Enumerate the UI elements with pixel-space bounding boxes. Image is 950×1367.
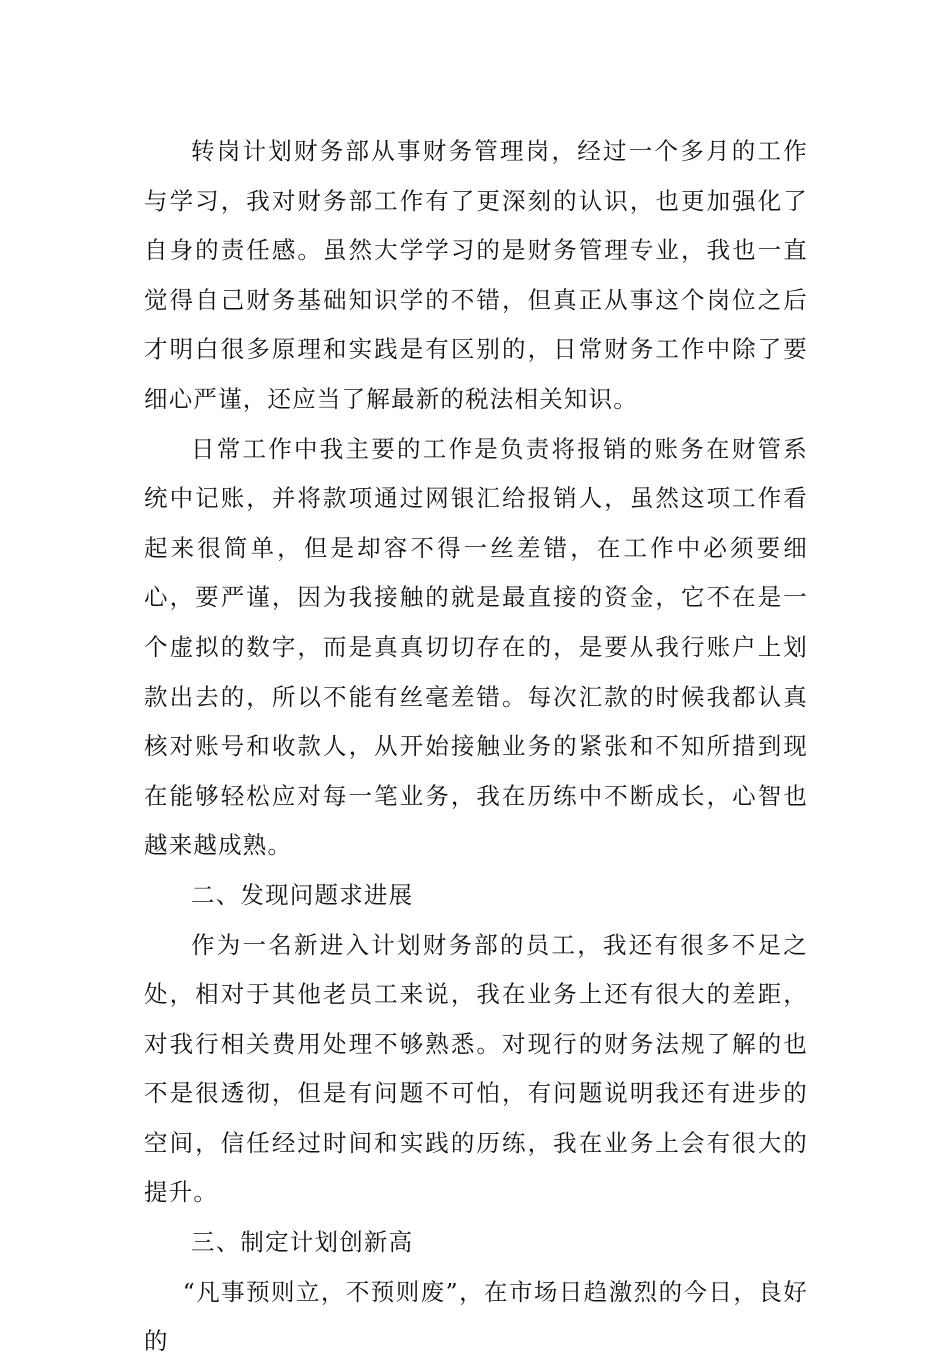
paragraph-daily-work: 日常工作中我主要的工作是负责将报销的账务在财管系统中记账，并将款项通过网银汇给报销人，虽然这项工作看起来很简单，但是却容不得一丝差错，在工作中必须要细心，要严谨，因为我接触的就是最直接的资金，它不在是一个虚拟的数字，而是真真切切存在的，是要从我行账户上划款出去的，所以不能有丝毫差错。每次汇款的时候我都认真核对账号和收款人，从开始接触业务的紧张和不知所措到现在能够轻松应对每一笔业务，我在历练中不断成长，心智也越来越成熟。 — [144, 434, 808, 860]
paragraph-plan-quote: “凡事预则立，不预则废”，在市场日趋激烈的今日，良好的 — [144, 1277, 808, 1356]
paragraph-job-transfer: 转岗计划财务部从事财务管理岗，经过一个多月的工作与学习，我对财务部工作有了更深刻的认识，也更加强化了自身的责任感。虽然大学学习的是财务管理专业，我也一直觉得自己财务基础知识学的不错，但真正从事这个岗位之后才明白很多原理和实践是有区别的，日常财务工作中除了要细心严谨，还应当了解最新的税法相关知识。 — [144, 137, 808, 413]
paragraph-problems: 作为一名新进入计划财务部的员工，我还有很多不足之处，相对于其他老员工来说，我在业务上还有很大的差距，对我行相关费用处理不够熟悉。对现行的财务法规了解的也不是很透彻，但是有问题不可怕，有问题说明我还有进步的空间，信任经过时间和实践的历练，我在业务上会有很大的提升。 — [144, 930, 808, 1207]
section-heading-2: 二、发现问题求进展 — [191, 880, 414, 909]
section-heading-3: 三、制定计划创新高 — [191, 1228, 414, 1257]
document-body — [144, 127, 808, 1367]
